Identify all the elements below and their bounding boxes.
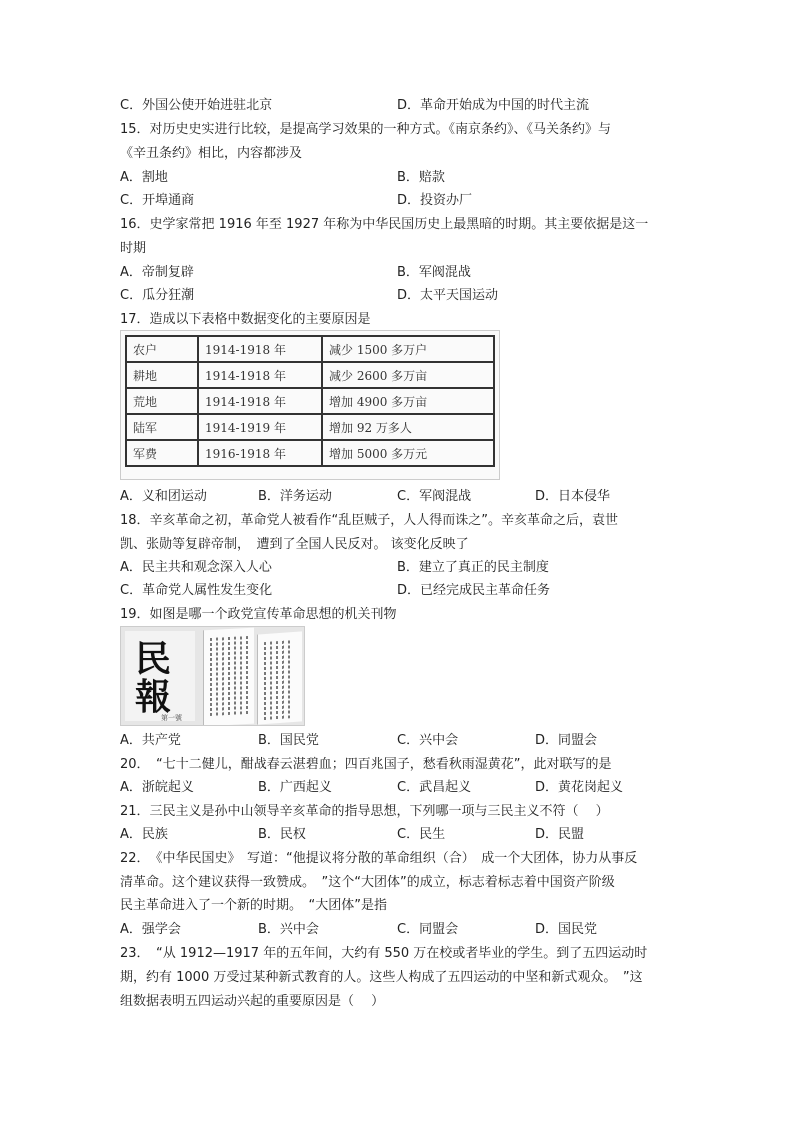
q18-option-c: C．革命党人属性发生变化 [120,583,273,598]
table-row [126,362,494,388]
q22-option-d: D．国民党 [535,922,598,937]
q17-data-table [125,335,495,467]
q21-option-a: A．民族 [120,827,168,842]
table-cell-years: 1914-1918 年 [198,362,322,388]
q23-stem-line1: 23． “从 1912—1917 年的五年间，大约有 550 万在校或者毕业的学生。到了五四运动时 [120,946,648,961]
q17-data-table-image [120,330,500,480]
q22-stem-line2: 清革命。这个建议获得一致赞成。 ”这个“大团体”的成立，标志着标志着中国资产阶级 [120,875,615,890]
table-cell-years: 1914-1919 年 [198,414,322,440]
table-cell-years: 1916-1918 年 [198,440,322,466]
table-row [126,414,494,440]
q15-option-d: D．投资办厂 [397,193,473,208]
q22-option-c: C．同盟会 [397,922,459,937]
q19-option-c: C．兴中会 [397,733,459,748]
newspaper-title-char-1: 民 [135,638,174,680]
table-row [126,336,494,362]
q23-stem-line2: 期，约有 1000 万受过某种新式教育的人。这些人构成了五四运动的中坚和新式观众。 ”这 [120,970,643,985]
q18-option-d: D．已经完成民主革命任务 [397,583,551,598]
table-cell-item: 陆军 [126,414,198,440]
q17-option-a: A．义和团运动 [120,489,207,504]
q17-option-c: C．军阀混战 [397,489,472,504]
q21-option-b: B．民权 [258,827,306,842]
min-bao-newspaper-image [120,626,305,726]
table-cell-change: 增加 92 万多人 [322,414,494,440]
table-row [126,440,494,466]
table-cell-item: 军费 [126,440,198,466]
table-row [126,388,494,414]
q22-option-b: B．兴中会 [258,922,319,937]
q16-option-a: A．帝制复辟 [120,265,194,280]
q19-option-a: A．共产党 [120,733,181,748]
table-cell-years: 1914-1918 年 [198,388,322,414]
table-cell-item: 耕地 [126,362,198,388]
q19-stem: 19．如图是哪一个政党宣传革命思想的机关刊物 [120,607,397,622]
q19-option-b: B．国民党 [258,733,319,748]
q15-option-b: B．赔款 [397,170,445,185]
table-cell-item: 农户 [126,336,198,362]
q21-option-d: D．民盟 [535,827,585,842]
q16-stem-line1: 16．史学家常把 1916 年至 1927 年称为中华民国历史上最黑暗的时期。其主要依据是这一 [120,217,649,232]
table-cell-years: 1914-1918 年 [198,336,322,362]
table-cell-item: 荒地 [126,388,198,414]
q17-option-d: D．日本侵华 [535,489,611,504]
q20-option-a: A．浙皖起义 [120,780,194,795]
q22-stem-line3: 民主革命进入了一个新的时期。 “大团体”是指 [120,898,387,913]
q18-stem-line2: 凯、张勋等复辟帝制， 遭到了全国人民反对。 该变化反映了 [120,537,469,552]
q18-option-a: A．民主共和观念深入人心 [120,560,272,575]
q18-option-b: B．建立了真正的民主制度 [397,560,549,575]
newspaper-issue-label: 第一號 [161,714,182,722]
q17-option-b: B．洋务运动 [258,489,332,504]
q15-option-a: A．割地 [120,170,168,185]
q16-stem-line2: 时期 [120,241,147,256]
table-cell-change: 减少 2600 多万亩 [322,362,494,388]
q14-option-c: C．外国公使开始进驻北京 [120,98,273,113]
q22-option-a: A．强学会 [120,922,181,937]
q14-option-d: D．革命开始成为中国的时代主流 [397,98,590,113]
newspaper-title-char-2: 報 [135,676,172,718]
q17-stem: 17．造成以下表格中数据变化的主要原因是 [120,312,371,327]
q20-option-c: C．武昌起义 [397,780,472,795]
q16-option-c: C．瓜分狂潮 [120,288,195,303]
q22-stem-line1: 22． 《中华民国史》 写道：“他提议将分散的革命组织（合） 成一个大团体，协力从事反 [120,851,638,866]
q18-stem-line1: 18．辛亥革命之初，革命党人被看作“乱臣贼子，人人得而诛之”。辛亥革命之后，袁世 [120,513,619,528]
newspaper-page [257,631,302,724]
newspaper-page [203,628,254,726]
q20-option-b: B．广西起义 [258,780,332,795]
q23-stem-line3: 组数据表明五四运动兴起的重要原因是（ ） [120,994,385,1009]
table-cell-change: 减少 1500 多万户 [322,336,494,362]
q15-stem-line1: 15．对历史史实进行比较，是提高学习效果的一种方式。《南京条约》、《马关条约》与 [120,122,612,137]
q19-option-d: D．同盟会 [535,733,598,748]
q20-stem: 20． “七十二健儿，酣战春云湛碧血；四百兆国子，愁看秋雨湿黄花”，此对联写的是 [120,757,612,772]
q20-option-d: D．黄花岗起义 [535,780,624,795]
q15-stem-line2: 《辛丑条约》相比，内容都涉及 [120,146,303,161]
q16-option-d: D．太平天国运动 [397,288,499,303]
q21-option-c: C．民生 [397,827,446,842]
q16-option-b: B．军阀混战 [397,265,471,280]
q15-option-c: C．开埠通商 [120,193,195,208]
q21-stem: 21．三民主义是孙中山领导辛亥革命的指导思想，下列哪一项与三民主义不符（ ） [120,804,609,819]
table-cell-change: 增加 4900 多万亩 [322,388,494,414]
table-cell-change: 增加 5000 多万元 [322,440,494,466]
